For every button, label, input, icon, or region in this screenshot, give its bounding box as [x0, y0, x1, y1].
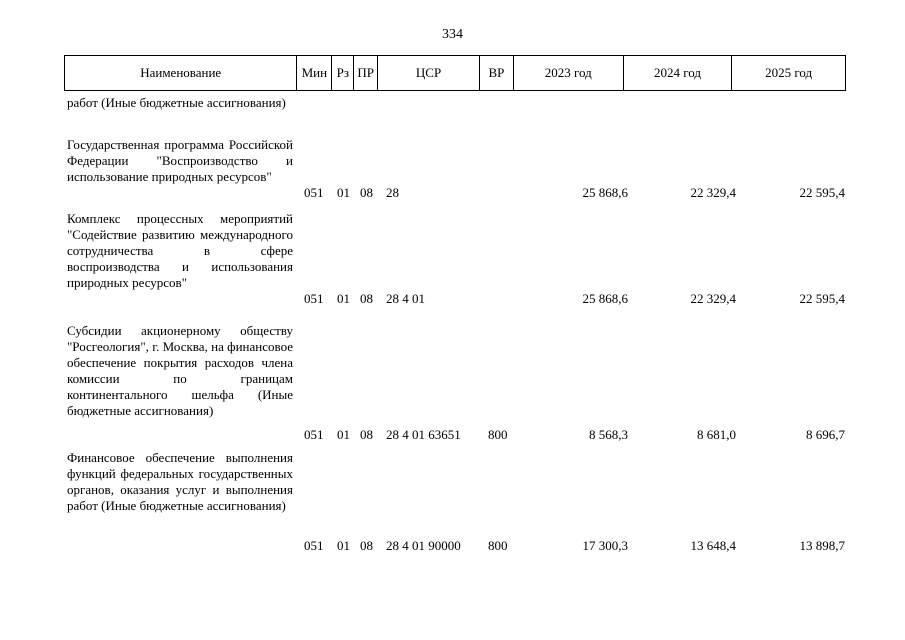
row-min: 051 [304, 185, 324, 200]
row-rz: 01 [337, 185, 350, 200]
row-2025: 22 595,4 [799, 291, 845, 306]
table-row [64, 450, 846, 554]
header-2025: 2025 год [765, 65, 813, 80]
row-2023: 17 300,3 [582, 538, 628, 553]
row-name: Субсидии акционерному обществу "Росгеология", г. Москва, на финансовое обеспечение покрытия расходов члена комиссии по границам континентального шельфа (Иные бюджетные ассигнования) [67, 323, 293, 418]
page-number: 334 [442, 27, 463, 42]
row-min: 051 [304, 538, 324, 553]
header-name: Наименование [65, 56, 297, 90]
row-vr: 800 [488, 538, 508, 553]
row-rz: 01 [337, 291, 350, 306]
table-row [64, 323, 846, 441]
row-2025: 13 898,7 [799, 538, 845, 553]
row-pr: 08 [360, 427, 373, 442]
row-2024: 22 329,4 [690, 291, 736, 306]
header-2024: 2024 год [624, 56, 733, 90]
table-row [64, 95, 846, 127]
row-2023: 8 568,3 [589, 427, 628, 442]
header-csr: ЦСР [378, 56, 480, 90]
row-pr: 08 [360, 538, 373, 553]
row-pr: 08 [360, 291, 373, 306]
row-pr: 08 [360, 185, 373, 200]
row-2024: 13 648,4 [690, 538, 736, 553]
header-vr: ВР [480, 56, 514, 90]
row-csr: 28 4 01 [386, 291, 425, 306]
row-csr: 28 4 01 63651 [386, 427, 461, 442]
table-row [64, 211, 846, 307]
row-rz: 01 [337, 427, 350, 442]
row-rz: 01 [337, 538, 350, 553]
row-2023: 25 868,6 [582, 185, 628, 200]
row-csr: 28 4 01 90000 [386, 538, 461, 553]
header-min: Мин [297, 56, 332, 90]
row-csr: 28 [386, 185, 399, 200]
row-min: 051 [304, 291, 324, 306]
row-name: Государственная программа Российской Федерации "Воспроизводство и использование природных ресурсов" [67, 137, 293, 184]
table-header [64, 55, 846, 91]
row-2025: 8 696,7 [806, 427, 845, 442]
row-min: 051 [304, 427, 324, 442]
row-vr: 800 [488, 427, 508, 442]
row-2024: 8 681,0 [697, 427, 736, 442]
row-name: Комплекс процессных мероприятий "Содействие развитию международного сотрудничества в сфере воспроизводства и использования природных ресурсов" [67, 211, 293, 290]
row-2024: 22 329,4 [690, 185, 736, 200]
table-row [64, 137, 846, 201]
header-2023: 2023 год [514, 56, 624, 90]
row-2025: 22 595,4 [799, 185, 845, 200]
header-pr: ПР [354, 56, 378, 90]
row-name: Финансовое обеспечение выполнения функций федеральных государственных органов, оказания услуг и выполнения работ (Иные бюджетные ассигнования) [67, 450, 293, 513]
row-2023: 25 868,6 [582, 291, 628, 306]
header-rz: Рз [332, 56, 354, 90]
row-name: работ (Иные бюджетные ассигнования) [67, 95, 286, 110]
